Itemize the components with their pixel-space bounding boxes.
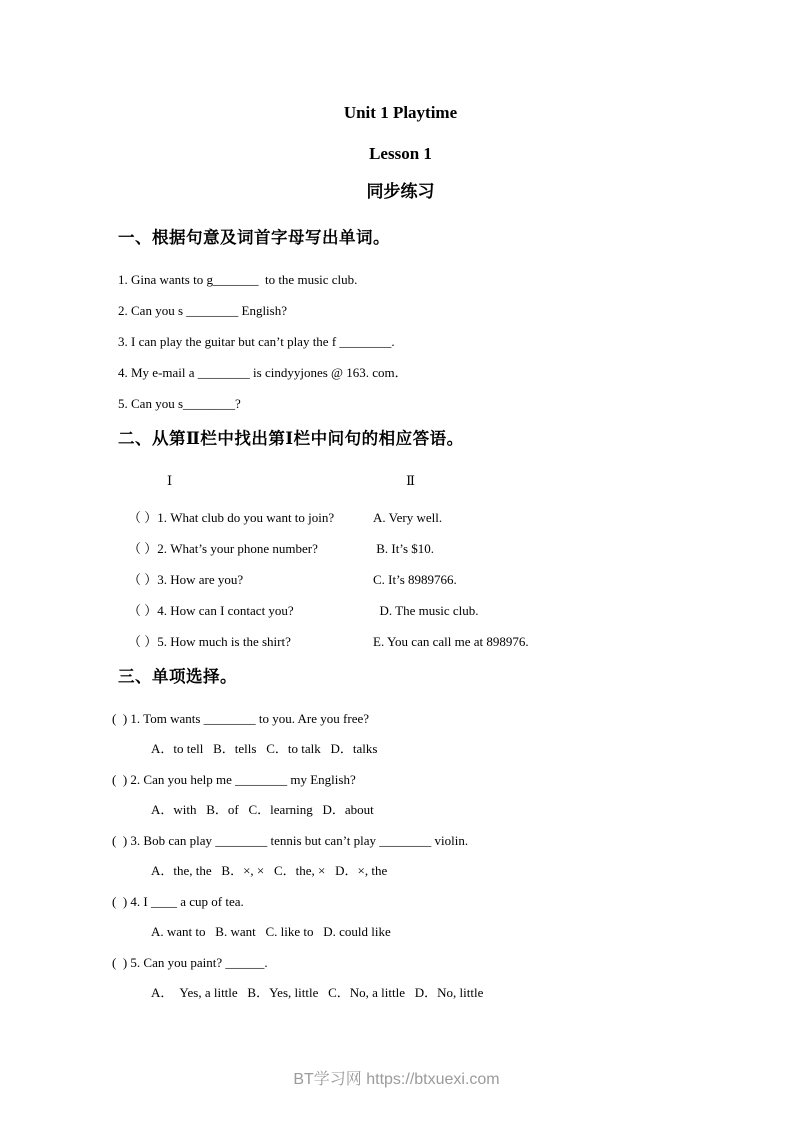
section1-item: 3. I can play the guitar but can’t play the f ________.	[118, 334, 395, 349]
mc-options: A．with B．of C．learning D．about	[151, 802, 374, 817]
match-row	[118, 602, 683, 619]
site-watermark-footer: BT学习网 https://btxuexi.com	[293, 1071, 500, 1088]
mc-options: A. want to B. want C. like to D. could like	[151, 924, 391, 939]
section1-item: 4. My e-mail a ________ is cindyyjones @ 163. com．	[118, 365, 408, 380]
mc-options: A．the, the B．×, × C．the, × D．×, the	[151, 863, 388, 878]
match-row	[118, 571, 683, 588]
mc-question: ( ) 4. I ____ a cup of tea.	[112, 894, 244, 909]
mc-options: A． Yes, a little B．Yes, little C．No, a little D．No, little	[151, 985, 484, 1000]
mc-question: ( ) 5. Can you paint? ______.	[112, 955, 268, 970]
match-row	[118, 540, 683, 557]
match-question: （ ）5. How much is the shirt?	[128, 634, 291, 649]
section1-item: 5. Can you s________?	[118, 396, 241, 411]
mc-options: A．to tell B．tells C．to talk D．talks	[151, 741, 378, 756]
unit-title: Unit 1 Playtime	[343, 103, 458, 122]
section-matching	[118, 428, 683, 650]
section1-item: 1. Gina wants to g_______ to the music club.	[118, 272, 358, 287]
match-question: （ ）3. How are you?	[128, 572, 244, 587]
matching-column-headers	[118, 472, 683, 489]
worksheet-subtitle: 同步练习	[366, 182, 435, 201]
section-multiple-choice	[112, 666, 683, 1001]
match-question: （ ）2. What’s your phone number?	[128, 541, 318, 556]
section1-item: 2. Can you s ________ English?	[118, 303, 287, 318]
mc-question: ( ) 1. Tom wants ________ to you. Are you free?	[112, 711, 369, 726]
match-answer: A. Very well.	[373, 510, 443, 525]
lesson-title: Lesson 1	[369, 144, 432, 163]
section2-heading: 二、从第Ⅱ栏中找出第Ⅰ栏中问句的相应答语。	[118, 429, 464, 448]
mc-question: ( ) 3. Bob can play ________ tennis but can’t play ________ violin.	[112, 833, 469, 848]
match-question: （ ）1. What club do you want to join?	[128, 510, 335, 525]
section-fill-in-words	[118, 227, 683, 412]
match-row	[118, 633, 683, 650]
match-answer: E. You can call me at 898976.	[373, 634, 529, 649]
column-2-header: Ⅱ	[406, 473, 415, 488]
section1-heading: 一、根据句意及词首字母写出单词。	[118, 228, 390, 247]
match-answer: B. It’s $10.	[373, 541, 435, 556]
column-1-header: Ⅰ	[167, 473, 173, 488]
match-question: （ ）4. How can I contact you?	[128, 603, 294, 618]
match-answer: C. It’s 8989766.	[373, 572, 457, 587]
match-row	[118, 509, 683, 526]
mc-question: ( ) 2. Can you help me ________ my English?	[112, 772, 356, 787]
section3-heading: 三、单项选择。	[118, 667, 237, 686]
match-answer: D. The music club.	[373, 603, 479, 618]
